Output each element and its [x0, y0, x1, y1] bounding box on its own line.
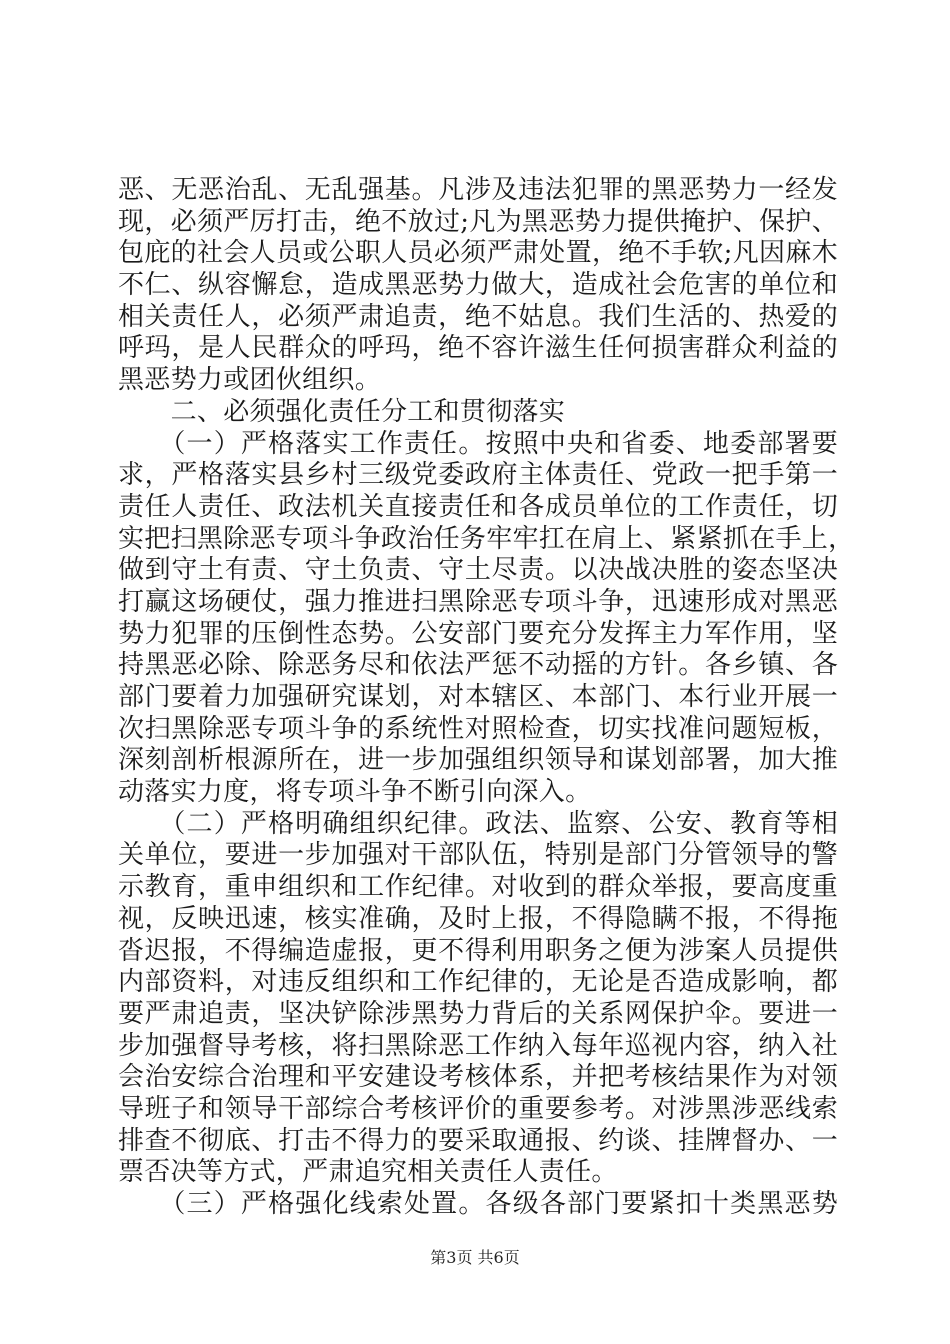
text-line: 持黑恶必除、除恶务尽和依法严惩不动摇的方针。各乡镇、各 — [118, 650, 838, 681]
text-line: （三）严格强化线索处置。各级各部门要紧扣十类黑恶势 — [118, 1189, 838, 1219]
text-line: 相关责任人，必须严肃追责，绝不姑息。我们生活的、热爱的 — [118, 301, 838, 332]
text-line: 导班子和领导干部综合考核评价的重要参考。对涉黑涉恶线索 — [118, 1093, 838, 1124]
text-line: 包庇的社会人员或公职人员必须严肃处置，绝不手软;凡因麻木 — [118, 238, 838, 269]
text-line: 关单位，要进一步加强对干部队伍，特别是部门分管领导的警 — [118, 840, 838, 871]
text-line: 二、必须强化责任分工和贯彻落实 — [118, 396, 566, 427]
text-line: 势力犯罪的压倒性态势。公安部门要充分发挥主力军作用，坚 — [118, 618, 838, 649]
text-line: 要严肃追责，坚决铲除涉黑势力背后的关系网保护伞。要进一 — [118, 998, 838, 1029]
text-line: 黑恶势力或团伙组织。 — [118, 365, 382, 396]
text-line: 示教育，重申组织和工作纪律。对收到的群众举报，要高度重 — [118, 872, 838, 903]
document-body — [118, 175, 855, 1221]
text-line: 排查不彻底、打击不得力的要采取通报、约谈、挂牌督办、一 — [118, 1125, 838, 1156]
text-line: 步加强督导考核，将扫黑除恶工作纳入每年巡视内容，纳入社 — [118, 1030, 838, 1061]
text-line: 次扫黑除恶专项斗争的系统性对照检查，切实找准问题短板， — [118, 713, 838, 744]
text-line: 做到守土有责、守土负责、守土尽责。以决战决胜的姿态坚决 — [118, 555, 838, 586]
text-line: 深刻剖析根源所在，进一步加强组织领导和谋划部署，加大推 — [118, 745, 838, 776]
text-line: 恶、无恶治乱、无乱强基。凡涉及违法犯罪的黑恶势力一经发 — [118, 175, 838, 205]
text-line: 会治安综合治理和平安建设考核体系，并把考核结果作为对领 — [118, 1062, 838, 1093]
page-footer: 第3页 共6页 — [430, 1248, 520, 1267]
text-line: 求，严格落实县乡村三级党委政府主体责任、党政一把手第一 — [118, 460, 838, 491]
text-line: 不仁、纵容懈怠，造成黑恶势力做大，造成社会危害的单位和 — [118, 270, 838, 301]
text-line: 部门要着力加强研究谋划，对本辖区、本部门、本行业开展一 — [118, 682, 838, 712]
text-line: 呼玛，是人民群众的呼玛，绝不容许滋生任何损害群众利益的 — [118, 333, 838, 364]
text-line: 动落实力度，将专项斗争不断引向深入。 — [118, 777, 592, 808]
text-line: 内部资料，对违反组织和工作纪律的，无论是否造成影响，都 — [118, 967, 838, 998]
text-line: 沓迟报，不得编造虚报，更不得利用职务之便为涉案人员提供 — [118, 935, 838, 966]
text-line: 视，反映迅速，核实准确，及时上报，不得隐瞒不报，不得拖 — [118, 903, 838, 934]
text-line: 打赢这场硬仗，强力推进扫黑除恶专项斗争，迅速形成对黑恶 — [118, 586, 838, 617]
text-line: （二）严格明确组织纪律。政法、监察、公安、教育等相 — [118, 808, 838, 839]
text-line: 实把扫黑除恶专项斗争政治任务牢牢扛在肩上、紧紧抓在手上， — [118, 523, 855, 554]
text-line: 票否决等方式，严肃追究相关责任人责任。 — [118, 1157, 618, 1188]
text-line: （一）严格落实工作责任。按照中央和省委、地委部署要 — [118, 428, 838, 459]
text-line: 现，必须严厉打击，绝不放过;凡为黑恶势力提供掩护、保护、 — [118, 206, 838, 237]
text-line: 责任人责任、政法机关直接责任和各成员单位的工作责任，切 — [118, 491, 838, 522]
